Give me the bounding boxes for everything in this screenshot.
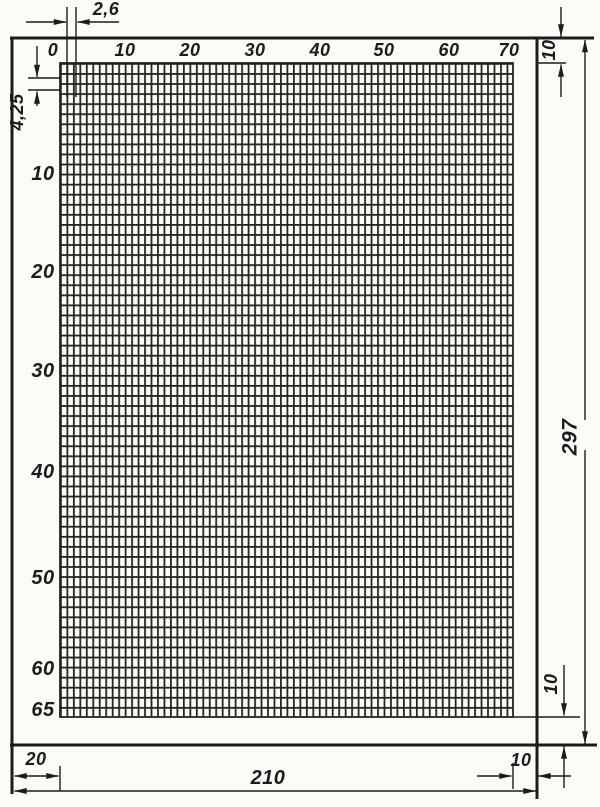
top-axis-label: 0 <box>47 40 59 60</box>
dim-page-height-label: 297 <box>558 418 582 456</box>
dim-page-width-label: 210 <box>250 767 286 789</box>
dim-left-margin-label: 20 <box>25 749 47 769</box>
left-axis-label: 30 <box>31 360 55 382</box>
left-axis-label: 20 <box>31 261 55 283</box>
left-axis-label: 40 <box>31 461 55 483</box>
dim-bottom-margin-label: 10 <box>541 673 561 695</box>
character-grid <box>60 63 513 717</box>
dim-cell-height-label: 4,25 <box>7 93 27 131</box>
dim-cell-width-label: 2,6 <box>92 0 120 19</box>
dim-top-margin-label: 10 <box>539 39 559 61</box>
left-axis-label: 10 <box>31 163 55 185</box>
top-axis-label: 70 <box>498 40 520 60</box>
top-axis-label: 10 <box>114 40 136 60</box>
top-axis-label: 60 <box>438 40 460 60</box>
left-axis-label: 60 <box>31 658 55 680</box>
dim-right-margin-label: 10 <box>510 750 532 770</box>
top-axis-label: 40 <box>309 40 331 60</box>
top-axis-label: 30 <box>244 40 266 60</box>
left-axis-label: 65 <box>31 699 55 721</box>
left-axis-label: 50 <box>31 567 55 589</box>
top-axis-label: 20 <box>179 40 201 60</box>
top-axis-label: 50 <box>373 40 395 60</box>
